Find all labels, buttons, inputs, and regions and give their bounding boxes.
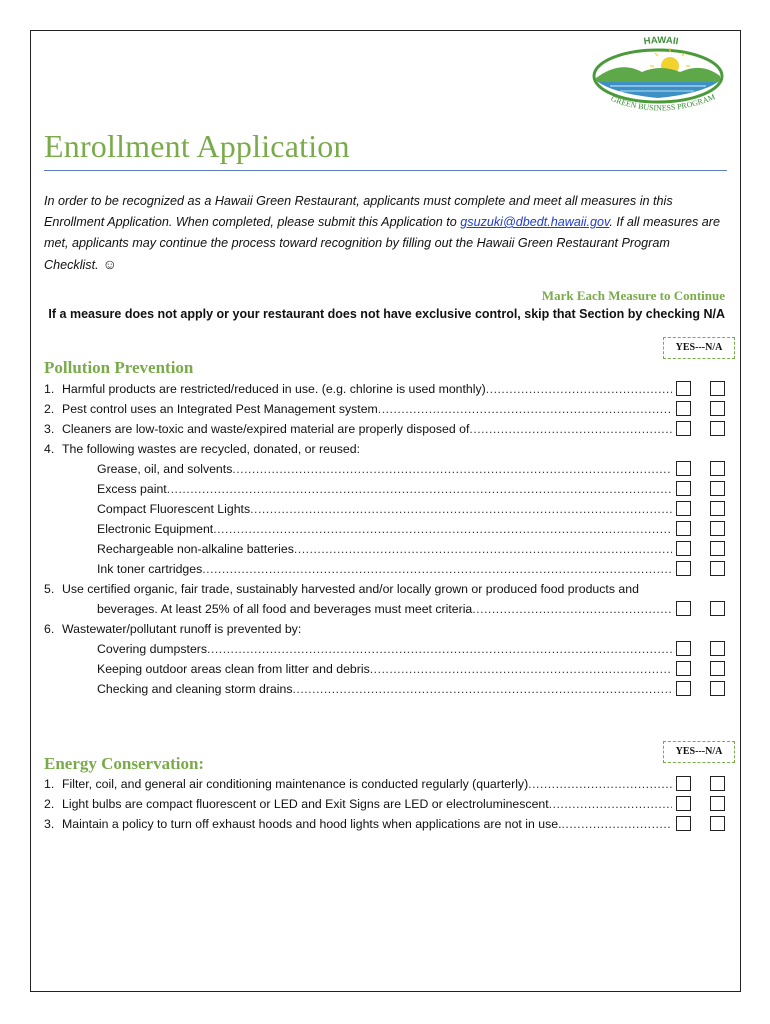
indent bbox=[62, 499, 97, 519]
intro-paragraph bbox=[44, 191, 726, 276]
svg-text:HAWAII bbox=[643, 35, 679, 47]
row-line bbox=[44, 519, 672, 539]
dot-leader bbox=[232, 459, 672, 479]
dot-leader bbox=[378, 399, 672, 419]
yes-na-header: YES---N/A bbox=[663, 337, 735, 359]
row-line bbox=[44, 794, 672, 814]
row-line bbox=[44, 639, 672, 659]
item-text: Maintain a policy to turn off exhaust hoods and hood lights when applications are not in use. bbox=[62, 817, 562, 831]
item-text: Compact Fluorescent Lights bbox=[97, 502, 251, 516]
na-checkbox[interactable] bbox=[710, 776, 725, 791]
yes-checkbox[interactable] bbox=[676, 501, 691, 516]
row-line bbox=[44, 479, 672, 499]
row-line bbox=[44, 379, 672, 399]
indent bbox=[62, 479, 97, 499]
item-number bbox=[44, 539, 62, 559]
item-number: 6. bbox=[44, 622, 55, 636]
checklist-row bbox=[44, 559, 727, 579]
row-line bbox=[44, 399, 672, 419]
na-checkbox[interactable] bbox=[710, 796, 725, 811]
row-line bbox=[44, 559, 672, 579]
email-link[interactable]: gsuzuki@dbedt.hawaii.gov bbox=[460, 215, 610, 229]
item-number: 5. bbox=[44, 582, 55, 596]
yes-checkbox[interactable] bbox=[676, 641, 691, 656]
logo-top-text: HAWAII bbox=[643, 34, 680, 48]
item-number bbox=[44, 519, 62, 539]
checklist-row bbox=[44, 619, 727, 639]
na-checkbox[interactable] bbox=[710, 521, 725, 536]
energy-conservation-list bbox=[44, 774, 727, 834]
checklist-row bbox=[44, 774, 727, 794]
section-title-pollution: Pollution Prevention bbox=[44, 358, 194, 377]
dot-leader bbox=[207, 639, 672, 659]
na-checkbox[interactable] bbox=[710, 601, 725, 616]
na-checkbox[interactable] bbox=[710, 641, 725, 656]
item-text: Grease, oil, and solvents bbox=[97, 462, 233, 476]
na-checkbox[interactable] bbox=[710, 816, 725, 831]
dot-leader bbox=[213, 519, 672, 539]
section-title-energy: Energy Conservation: bbox=[44, 754, 205, 773]
na-checkbox[interactable] bbox=[710, 541, 725, 556]
item-text: Harmful products are restricted/reduced in use. (e.g. chlorine is used monthly) bbox=[62, 382, 486, 396]
logo-bottom-text: GREEN BUSINESS PROGRAM bbox=[609, 92, 717, 113]
indent bbox=[62, 559, 97, 579]
item-text: Wastewater/pollutant runoff is prevented by: bbox=[62, 622, 302, 636]
row-line bbox=[44, 774, 672, 794]
item-text: Cleaners are low-toxic and waste/expired material are properly disposed of bbox=[62, 422, 470, 436]
row-line bbox=[44, 579, 672, 599]
yes-checkbox[interactable] bbox=[676, 601, 691, 616]
na-checkbox[interactable] bbox=[710, 501, 725, 516]
yes-checkbox[interactable] bbox=[676, 521, 691, 536]
item-text: beverages. At least 25% of all food and beverages must meet criteria bbox=[97, 602, 473, 616]
na-checkbox[interactable] bbox=[710, 661, 725, 676]
item-number bbox=[44, 659, 62, 679]
checklist-row bbox=[44, 459, 727, 479]
indent bbox=[62, 519, 97, 539]
item-text: Checking and cleaning storm drains bbox=[97, 682, 293, 696]
na-checkbox[interactable] bbox=[710, 681, 725, 696]
na-checkbox[interactable] bbox=[710, 401, 725, 416]
item-text: Use certified organic, fair trade, sustainably harvested and/or locally grown or produced food products and bbox=[62, 582, 639, 596]
dot-leader bbox=[293, 679, 673, 699]
row-line bbox=[44, 659, 672, 679]
row-line bbox=[44, 459, 672, 479]
item-text: Pest control uses an Integrated Pest Management system bbox=[62, 402, 378, 416]
yes-checkbox[interactable] bbox=[676, 541, 691, 556]
yes-checkbox[interactable] bbox=[676, 561, 691, 576]
checklist-row bbox=[44, 679, 727, 699]
row-line bbox=[44, 499, 672, 519]
checklist-row bbox=[44, 599, 727, 619]
item-number: 3. bbox=[44, 422, 55, 436]
intro-text-1: In order to be recognized as a Hawaii Green Restaurant, applicants must complete and meet all measures in this Enrollment Application. When completed, please submit this Application to bbox=[44, 194, 673, 229]
item-number: 2. bbox=[44, 402, 55, 416]
checklist-row bbox=[44, 814, 727, 834]
item-number bbox=[44, 459, 62, 479]
yes-checkbox[interactable] bbox=[676, 381, 691, 396]
indent bbox=[62, 539, 97, 559]
yes-checkbox[interactable] bbox=[676, 776, 691, 791]
yes-checkbox[interactable] bbox=[676, 661, 691, 676]
dot-leader bbox=[370, 659, 672, 679]
indent bbox=[62, 599, 97, 619]
checklist-row bbox=[44, 399, 727, 419]
page-title: Enrollment Application bbox=[44, 128, 350, 164]
na-checkbox[interactable] bbox=[710, 381, 725, 396]
indent bbox=[62, 639, 97, 659]
item-number bbox=[44, 679, 62, 699]
dot-leader bbox=[486, 379, 672, 399]
checklist-row bbox=[44, 479, 727, 499]
item-text: The following wastes are recycled, donated, or reused: bbox=[62, 442, 361, 456]
item-number: 1. bbox=[44, 777, 55, 791]
na-checkbox[interactable] bbox=[710, 421, 725, 436]
checklist-row bbox=[44, 539, 727, 559]
checklist-row bbox=[44, 499, 727, 519]
dot-leader bbox=[562, 814, 673, 834]
checklist-row bbox=[44, 519, 727, 539]
yes-checkbox[interactable] bbox=[676, 401, 691, 416]
row-line bbox=[44, 419, 672, 439]
checklist-row bbox=[44, 579, 727, 599]
checklist-row bbox=[44, 659, 727, 679]
na-checkbox[interactable] bbox=[710, 561, 725, 576]
yes-checkbox[interactable] bbox=[676, 421, 691, 436]
item-number bbox=[44, 499, 62, 519]
item-text: Keeping outdoor areas clean from litter and debris bbox=[97, 662, 370, 676]
row-line bbox=[44, 439, 672, 459]
yes-checkbox[interactable] bbox=[676, 816, 691, 831]
item-number bbox=[44, 599, 62, 619]
item-text: Light bulbs are compact fluorescent or LED and Exit Signs are LED or electroluminescent bbox=[62, 797, 549, 811]
item-number bbox=[44, 559, 62, 579]
item-text: Filter, coil, and general air conditioning maintenance is conducted regularly (quarterly) bbox=[62, 777, 529, 791]
yes-checkbox[interactable] bbox=[676, 461, 691, 476]
mark-each-heading: Mark Each Measure to Continue bbox=[541, 288, 725, 303]
yes-checkbox[interactable] bbox=[676, 796, 691, 811]
indent bbox=[62, 679, 97, 699]
indent bbox=[62, 459, 97, 479]
item-number: 3. bbox=[44, 817, 55, 831]
row-line bbox=[44, 539, 672, 559]
row-line bbox=[44, 679, 672, 699]
item-text: Electronic Equipment bbox=[97, 522, 214, 536]
item-number: 2. bbox=[44, 797, 55, 811]
dot-leader bbox=[549, 794, 672, 814]
smiley-icon: ☺ bbox=[102, 256, 117, 272]
dot-leader bbox=[472, 599, 672, 619]
item-text: Covering dumpsters bbox=[97, 642, 208, 656]
dot-leader bbox=[202, 559, 672, 579]
na-checkbox[interactable] bbox=[710, 461, 725, 476]
row-line bbox=[44, 599, 672, 619]
checklist-row bbox=[44, 794, 727, 814]
row-line bbox=[44, 814, 672, 834]
item-text: Ink toner cartridges bbox=[97, 562, 203, 576]
skip-instruction: If a measure does not apply or your restaurant does not have exclusive control, skip that Section by checking N/A bbox=[48, 307, 725, 321]
pollution-prevention-list bbox=[44, 379, 727, 699]
na-checkbox[interactable] bbox=[710, 481, 725, 496]
dot-leader bbox=[469, 419, 672, 439]
yes-na-header: YES---N/A bbox=[663, 741, 735, 763]
dot-leader bbox=[167, 479, 672, 499]
checklist-row bbox=[44, 419, 727, 439]
yes-checkbox[interactable] bbox=[676, 481, 691, 496]
checklist-row bbox=[44, 379, 727, 399]
item-number bbox=[44, 479, 62, 499]
indent bbox=[62, 659, 97, 679]
item-number: 4. bbox=[44, 442, 55, 456]
intro-text-2: . If all measures are met, applicants may continue the process toward recognition by filling out the Hawaii Green Restaurant Program Checklist. bbox=[44, 215, 720, 272]
dot-leader bbox=[250, 499, 672, 519]
checklist-row bbox=[44, 639, 727, 659]
item-text: Rechargeable non-alkaline batteries bbox=[97, 542, 294, 556]
item-number: 1. bbox=[44, 382, 55, 396]
item-number bbox=[44, 639, 62, 659]
dot-leader bbox=[528, 774, 672, 794]
dot-leader bbox=[294, 539, 672, 559]
item-text: Excess paint bbox=[97, 482, 167, 496]
title-divider bbox=[44, 170, 727, 171]
checklist-row bbox=[44, 439, 727, 459]
yes-checkbox[interactable] bbox=[676, 681, 691, 696]
row-line bbox=[44, 619, 672, 639]
hawaii-green-business-logo bbox=[590, 34, 732, 114]
